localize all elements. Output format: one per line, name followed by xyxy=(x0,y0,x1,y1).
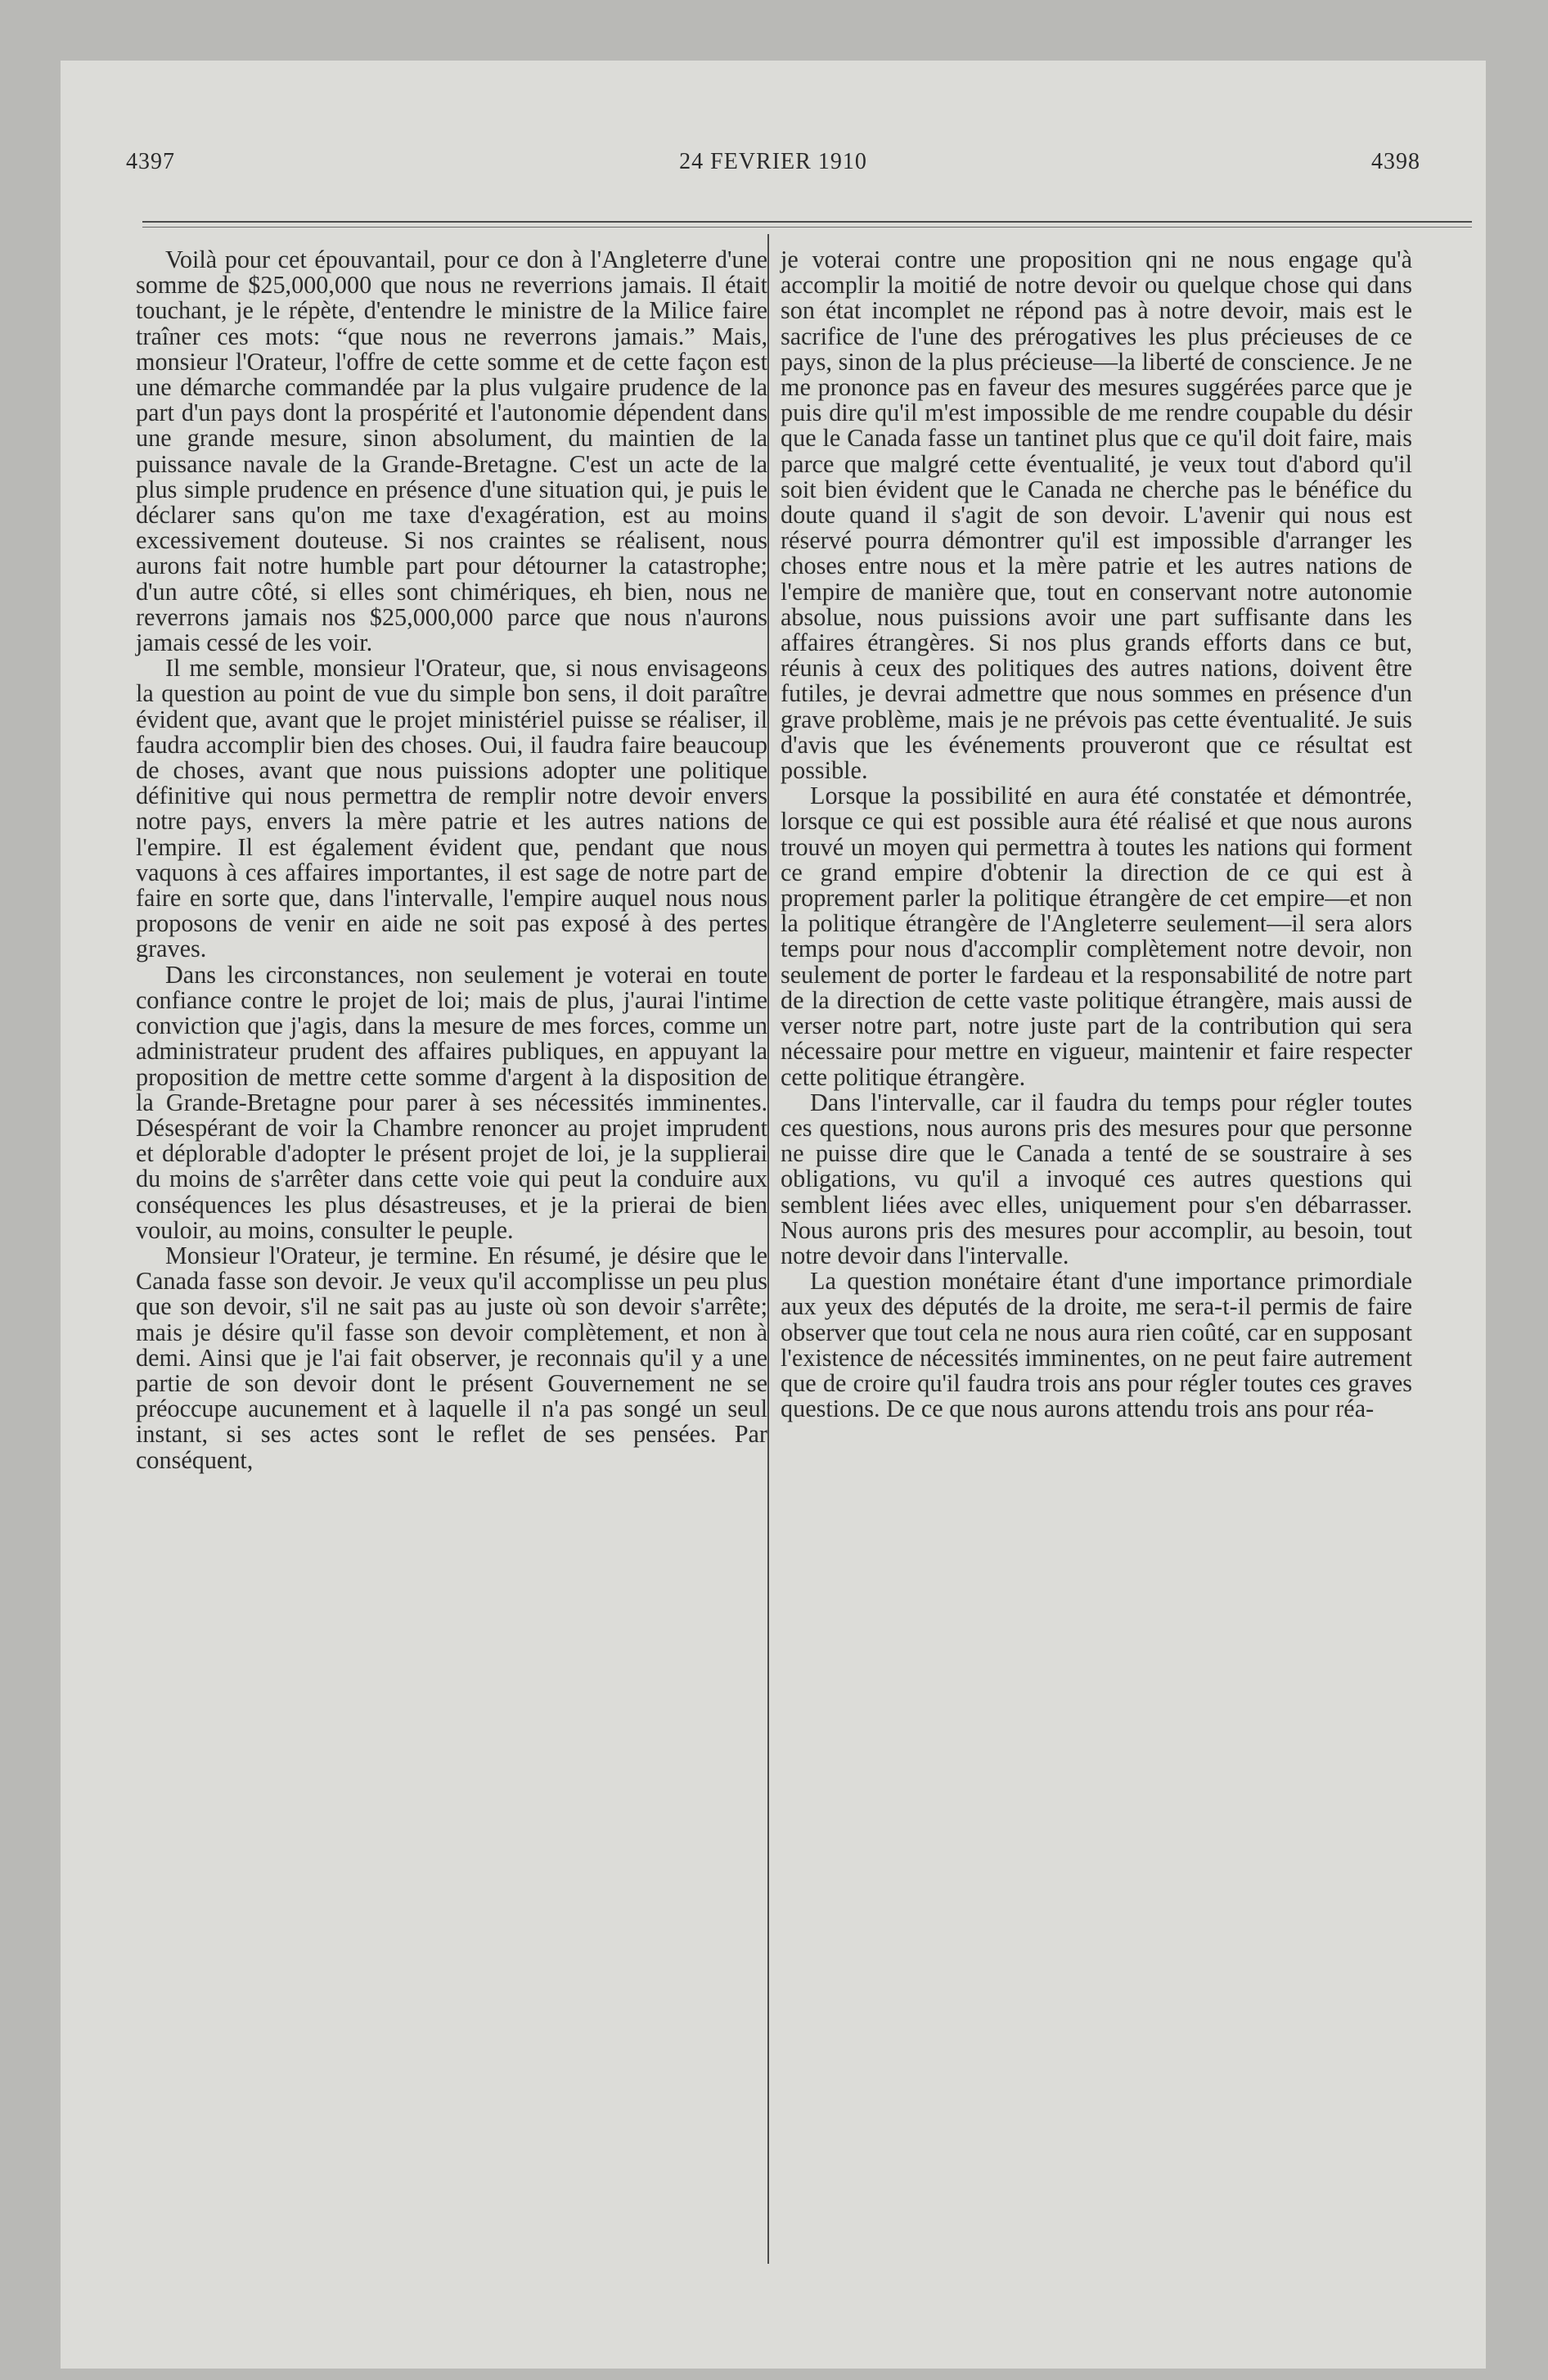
paragraph: Il me semble, monsieur l'Orateur, que, si nous envisageons la question au point de vue du simple bon sens, il doit paraître évident que, avant que le projet ministériel puisse se réaliser, il faudra accomplir bien des choses. Oui, il faudra faire beaucoup de choses, avant que nous puissions adopter une politique définitive qui nous permettra de remplir notre devoir envers notre pays, envers la mère patrie et les autres nations de l'empire. Il est également évident que, pendant que nous vaquons à ces affaires importantes, il est sage de notre part de faire en sorte que, dans l'intervalle, l'empire auquel nous nous proposons de venir en aide ne soit pas exposé à des pertes graves. xyxy=(136,654,767,963)
page-date-heading: 24 FEVRIER 1910 xyxy=(679,149,867,174)
page-number-left: 4397 xyxy=(126,149,175,174)
paragraph: Monsieur l'Orateur, je termine. En résumé, je désire que le Canada fasse son devoir. Je veux qu'il accomplisse un peu plus que son devoir, s'il ne sait pas au juste où son devoir s'arrête; mais je désire qu'il fasse son devoir complètement, et non à demi. Ainsi que je l'ai fait observer, je reconnais qu'il y a une partie de son devoir dont le présent Gouvernement ne se préoccupe aucunement et à laquelle il n'a pas songé un seul instant, si ses actes sont le reflet de ses pensées. Par conséquent, xyxy=(136,1241,767,1474)
paragraph: La question monétaire étant d'une importance primordiale aux yeux des députés de la droite, me sera-t-il permis de faire observer que tout cela ne nous aura rien coûté, car en supposant l'existence de nécessités imminentes, on ne peut faire autrement que de croire qu'il faudra trois ans pour régler toutes ces graves questions. De ce que nous aurons attendu trois ans pour réa- xyxy=(781,1267,1412,1423)
right-column xyxy=(781,247,1412,1422)
header-rule xyxy=(142,221,1472,223)
paragraph: je voterai contre une proposition qni ne nous engage qu'à accomplir la moitié de notre devoir ou quelque chose qui dans son état incomplet ne répond pas à notre devoir, mais est le sacrifice de l'une des prérogatives les plus précieuses de ce pays, sinon de la plus précieuse—la liberté de conscience. Je ne me prononce pas en faveur des mesures suggérées parce que je puis dire qu'il m'est impossible de me rendre coupable du désir que le Canada fasse un tantinet plus que ce qu'il doit faire, mais parce que malgré cette éventualité, je veux tout d'abord qu'il soit bien évident que le Canada ne cherche pas le bénéfice du doute quand il s'agit de son devoir. L'avenir qui nous est réservé pourra démontrer qu'il est impossible d'arranger les choses entre nous et la mère patrie et les autres nations de l'empire de manière que, tout en conservant notre autonomie absolue, nous puissions avoir une part suffisante dans les affaires étrangères. Si nos plus grands efforts dans ce but, réunis à ceux des politiques des autres nations, doivent être futiles, je devrai admettre que nous sommes en présence d'un grave problème, mais je ne prévois pas cette éventualité. Je suis d'avis que les événements prouveront que ce résultat est possible. xyxy=(781,246,1412,785)
paragraph: Lorsque la possibilité en aura été constatée et démontrée, lorsque ce qui est possible aura été réalisé et que nous aurons trouvé un moyen qui permettra à toutes les nations qui forment ce grand empire d'obtenir la direction de ce qui est à proprement parler la politique étrangère de cet empire—et non la politique étrangère de l'Angleterre seulement—il sera alors temps pour nous d'accomplir complètement notre devoir, non seulement de porter le fardeau et la responsabilité de notre part de la direction de cette vaste politique étrangère, mais aussi de verser notre part, notre juste part de la contribution qui sera nécessaire pour mettre en vigueur, maintenir et faire respecter cette politique étrangère. xyxy=(781,782,1412,1091)
left-column xyxy=(136,247,767,1473)
document-page xyxy=(61,61,1486,2369)
paragraph: Dans les circonstances, non seulement je voterai en toute confiance contre le projet de loi; mais de plus, j'aurai l'intime conviction que j'agis, dans la mesure de mes forces, comme un administrateur prudent des affaires publiques, en appuyant la proposition de mettre cette somme d'argent à la disposition de la Grande-Bretagne pour parer à ses nécessités imminentes. Désespérant de voir la Chambre renoncer au projet imprudent et déplorable d'adopter le présent projet de loi, je la supplierai du moins de s'arrêter dans cette voie qui peut la conduire aux conséquences les plus désastreuses, et je la prierai de bien vouloir, au moins, consulter le peuple. xyxy=(136,960,767,1244)
page-number-right: 4398 xyxy=(1371,149,1420,174)
column-divider xyxy=(767,234,769,2264)
paragraph: Voilà pour cet épouvantail, pour ce don à l'Angleterre d'une somme de $25,000,000 que nous ne reverrions jamais. Il était touchant, je le répète, d'entendre le ministre de la Milice faire traîner ces mots: “que nous ne reverrons jamais.” Mais, monsieur l'Orateur, l'offre de cette somme et de cette façon est une démarche commandée par la plus vulgaire prudence de la part d'un pays dont la prospérité et l'autonomie dépendent dans une grande mesure, sinon absolument, du maintien de la puissance navale de la Grande-Bretagne. C'est un acte de la plus simple prudence en présence d'une situation qui, je puis le déclarer sans qu'on me taxe d'exagération, est au moins excessivement douteuse. Si nos craintes se réalisent, nous aurons fait notre humble part pour détourner la catastrophe; d'un autre côté, si elles sont chimériques, eh bien, nous ne reverrons jamais nos $25,000,000 parce que nous n'aurons jamais cessé de les voir. xyxy=(136,246,767,657)
header-rule-secondary xyxy=(142,227,1472,228)
paragraph: Dans l'intervalle, car il faudra du temps pour régler toutes ces questions, nous aurons pris des mesures pour que personne ne puisse dire que le Canada a tenté de se soustraire à ses obligations, vu qu'il a invoqué ces autres questions qui semblent liées avec elles, uniquement pour s'en débarrasser. Nous aurons pris des mesures pour accomplir, au besoin, tout notre devoir dans l'intervalle. xyxy=(781,1088,1412,1269)
